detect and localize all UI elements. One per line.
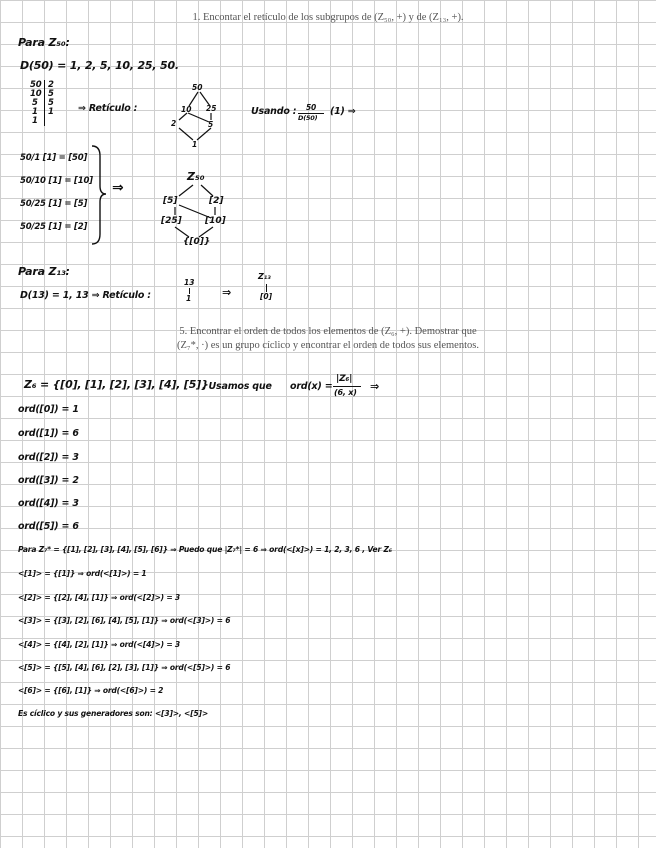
factor-divider bbox=[44, 80, 45, 126]
section1-heading: 1. Encontar el retículo de los subgrupos de (Z₅₀, +) y de (Z₁₃, +). bbox=[192, 12, 464, 23]
lattice-z13-divisors bbox=[184, 278, 204, 308]
lattice-node: 50 bbox=[192, 83, 203, 92]
factor-left: 5 bbox=[32, 98, 38, 108]
ord-formula-lhs: ord(x) = bbox=[290, 381, 333, 392]
generator-line: <[4]> = {[4], [2], [1]} ⇒ ord(<[4]>) = 3 bbox=[18, 640, 181, 649]
ord-line: ord([1]) = 6 bbox=[18, 428, 79, 439]
lattice-node: Z₅₀ bbox=[187, 170, 205, 183]
lattice-node: 2 bbox=[171, 119, 177, 128]
lattice-node: {[0]} bbox=[183, 237, 211, 247]
lattice-node: Z₁₃ bbox=[258, 272, 271, 281]
fraction-denominator: (6, x) bbox=[334, 388, 357, 397]
lattice-node: 1 bbox=[186, 294, 192, 303]
factor-right: 5 bbox=[48, 98, 54, 108]
implies-arrow: ⇒ bbox=[112, 180, 124, 196]
para-z50-label: Para Z₅₀: bbox=[18, 36, 70, 49]
usamos-label: . Usamos que bbox=[202, 381, 272, 392]
z6-definition: Z₆ = {[0], [1], [2], [3], [4], [5]} bbox=[24, 378, 209, 391]
ord-formula-tail: ⇒ bbox=[370, 380, 380, 393]
factor-table bbox=[30, 80, 60, 130]
generator-line: <[2]> = {[2], [4], [1]} ⇒ ord(<[2]>) = 3 bbox=[18, 593, 181, 602]
ord-line: ord([3]) = 2 bbox=[18, 475, 79, 486]
z7-line: Para Z₇* = {[1], [2], [3], [4], [5], [6]} ⇒ Puedo que |Z₇*| = 6 ⇒ ord(<[x]>) = 1, 2, 3, 6 , Ver Z₆ bbox=[18, 545, 392, 554]
ord-line: ord([4]) = 3 bbox=[18, 498, 79, 509]
divisors-50: D(50) = 1, 2, 5, 10, 25, 50. bbox=[20, 59, 179, 72]
usando-fraction bbox=[298, 103, 328, 125]
lattice-node: [5] bbox=[163, 196, 178, 206]
ord-formula-fraction bbox=[333, 374, 363, 400]
fraction-bar bbox=[333, 386, 361, 387]
gen-line: 50/25 [1] = [2] bbox=[20, 222, 88, 232]
lattice-node: [0] bbox=[260, 292, 273, 301]
factor-right: 5 bbox=[48, 89, 54, 99]
factor-left: 50 bbox=[30, 80, 42, 90]
lattice-node: 5 bbox=[208, 120, 214, 129]
lattice-node: 13 bbox=[184, 278, 195, 287]
gen-line: 50/25 [1] = [5] bbox=[20, 199, 88, 209]
factor-left: 10 bbox=[30, 89, 42, 99]
lattice-z13-subgroups bbox=[258, 272, 282, 304]
gen-line: 50/10 [1] = [10] bbox=[20, 176, 93, 186]
lattice-node: 25 bbox=[206, 104, 217, 113]
usando-tail: (1) ⇒ bbox=[330, 106, 356, 117]
lattice-node: [25] bbox=[161, 216, 182, 226]
factor-right: 1 bbox=[48, 107, 54, 117]
generator-line: <[3]> = {[3], [2], [6], [4], [5], [1]} ⇒ ord(<[3]>) = 6 bbox=[18, 616, 231, 625]
generator-line: <[1]> = {[1]} ⇒ ord(<[1]>) = 1 bbox=[18, 569, 147, 578]
generator-line: <[6]> = {[6], [1]} ⇒ ord(<[6]>) = 2 bbox=[18, 686, 164, 695]
factor-right: 2 bbox=[48, 80, 54, 90]
lattice-node: [10] bbox=[205, 216, 226, 226]
usando-label: Usando : bbox=[251, 106, 297, 117]
ord-line: ord([5]) = 6 bbox=[18, 521, 79, 532]
para-z13-label: Para Z₁₃: bbox=[18, 265, 70, 278]
gen-line: 50/1 [1] = [50] bbox=[20, 153, 88, 163]
lattice-arrow: ⇒ bbox=[222, 286, 232, 299]
ord-line: ord([2]) = 3 bbox=[18, 452, 79, 463]
ord-line: ord([0]) = 1 bbox=[18, 404, 79, 415]
section5-heading-line2: (Z₇*, ·) es un grupo cíclico y encontrar el orden de todos sus elementos. bbox=[177, 340, 479, 351]
fraction-numerator: |Z₆| bbox=[336, 374, 353, 384]
lattice-edge bbox=[266, 284, 267, 292]
lattice-node: 1 bbox=[192, 140, 198, 149]
lattice-z50-subgroups bbox=[155, 165, 245, 255]
factor-left: 1 bbox=[32, 107, 38, 117]
lattice-z50-divisors bbox=[165, 80, 235, 150]
section5-heading-line1: 5. Encontrar el orden de todos los elementos de (Z₆, +). Demostrar que bbox=[179, 326, 477, 337]
lattice-node: 10 bbox=[181, 105, 192, 114]
lattice-node: [2] bbox=[209, 196, 224, 206]
fraction-denominator: D(50) bbox=[298, 114, 318, 122]
fraction-numerator: 50 bbox=[306, 103, 317, 112]
generator-line: <[5]> = {[5], [4], [6], [2], [3], [1]} ⇒ ord(<[5]>) = 6 bbox=[18, 663, 231, 672]
factor-left: 1 bbox=[32, 116, 38, 126]
reticulo-label: ⇒ Retículo : bbox=[78, 103, 138, 114]
conclusion: Es cíclico y sus generadores son: <[3]>, <[5]> bbox=[18, 709, 208, 718]
divisors-13: D(13) = 1, 13 ⇒ Retículo : bbox=[20, 290, 151, 301]
